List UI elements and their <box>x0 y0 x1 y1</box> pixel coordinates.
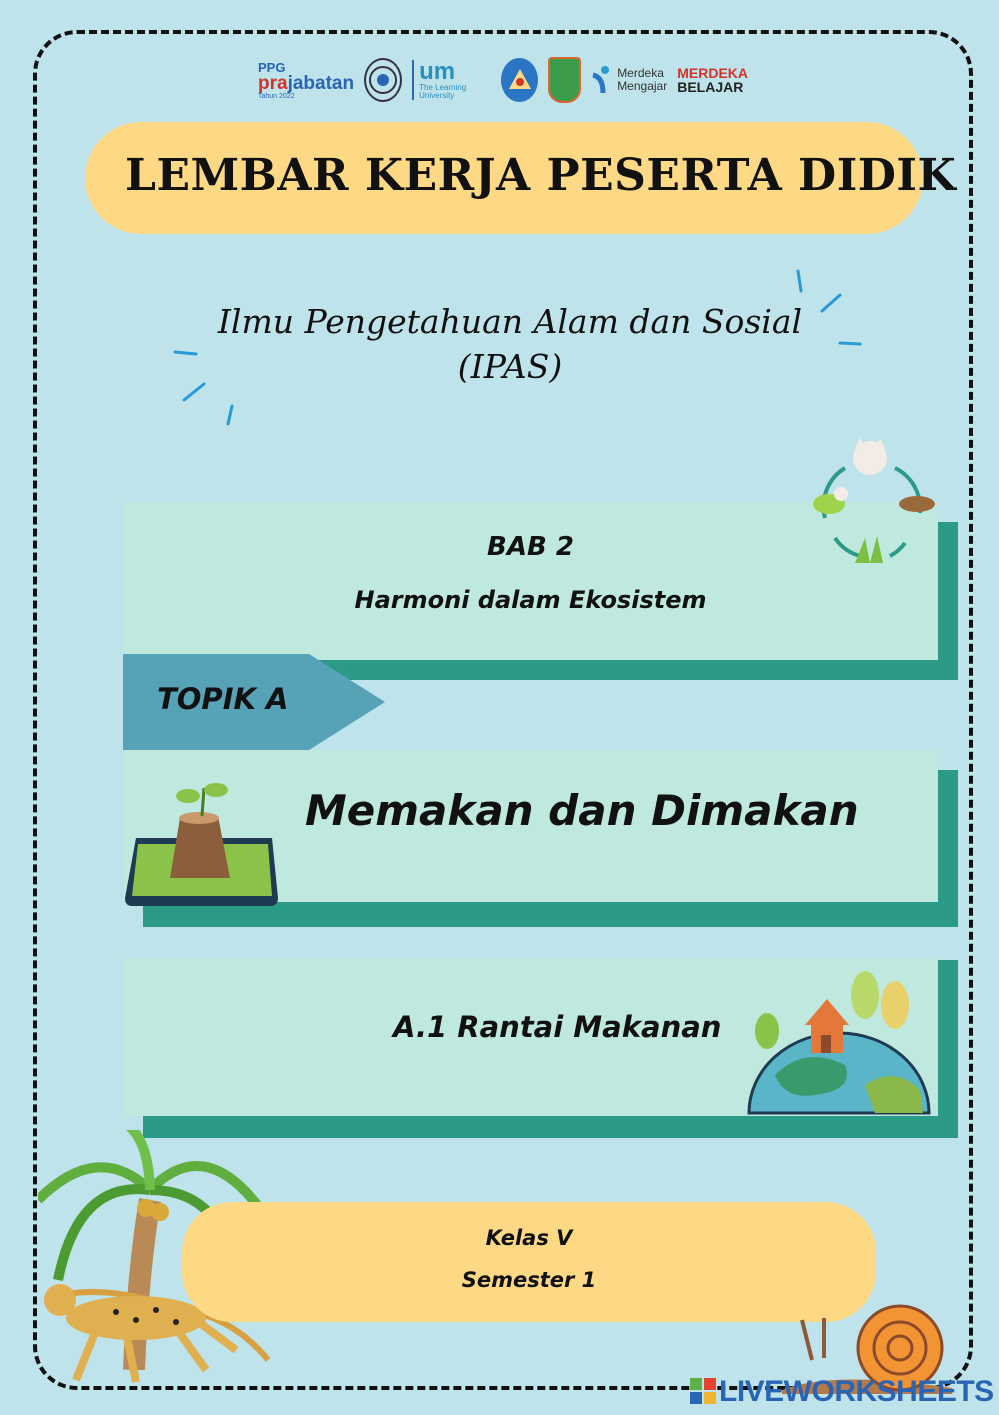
title-banner <box>85 122 957 234</box>
um-logo <box>412 60 491 100</box>
watermark-text: LIVEWORKSHEETS <box>719 1375 994 1408</box>
merdeka-mengajar-line2: Mengajar <box>617 79 668 93</box>
ppg-logo-jabatan: jabatan <box>287 72 355 94</box>
ppg-logo-year: Tahun 2022 <box>258 92 295 100</box>
subject-abbreviation: (IPAS) <box>457 346 563 386</box>
um-logo-mark: um <box>419 58 456 85</box>
merdeka-mengajar-icon <box>591 65 613 95</box>
topic-tab <box>123 654 385 750</box>
liveworksheets-icon <box>690 1378 716 1404</box>
class-semester: Semester 1 <box>461 1268 597 1292</box>
page-title: LEMBAR KERJA PESERTA DIDIK <box>125 150 957 201</box>
class-grade: Kelas V <box>485 1226 573 1250</box>
ppg-logo <box>258 61 354 100</box>
um-logo-caption: The Learning University <box>419 83 467 100</box>
subject-name: Ilmu Pengetahuan Alam dan Sosial <box>217 302 803 341</box>
ppg-logo-pra: pra <box>258 72 288 94</box>
subtopic-title: A.1 Rantai Makanan <box>393 1010 722 1044</box>
merdeka-belajar-line2: BELAJAR <box>677 79 744 95</box>
university-seal-icon <box>364 58 402 102</box>
chapter-label: BAB 2 <box>487 532 574 562</box>
chapter-name: Harmoni dalam Ekosistem <box>354 586 707 614</box>
food-cycle-icon <box>805 438 935 568</box>
liveworksheets-watermark <box>690 1375 994 1409</box>
merdeka-belajar-line1: MERDEKA <box>677 65 748 81</box>
logo-strip <box>258 55 748 105</box>
merdeka-mengajar-line1: Merdeka <box>617 65 664 80</box>
tree-stump-icon <box>122 778 282 910</box>
merdeka-mengajar-logo <box>591 65 667 95</box>
regency-emblem-icon <box>548 57 581 103</box>
topic-label: TOPIK A <box>157 682 289 716</box>
topic-title: Memakan dan Dimakan <box>305 786 859 835</box>
ppg-logo-text: PPG <box>258 59 286 75</box>
merdeka-belajar-logo <box>677 66 748 94</box>
earth-house-icon <box>745 965 935 1117</box>
tut-wuri-handayani-icon <box>501 58 538 102</box>
subject-heading <box>170 300 850 389</box>
